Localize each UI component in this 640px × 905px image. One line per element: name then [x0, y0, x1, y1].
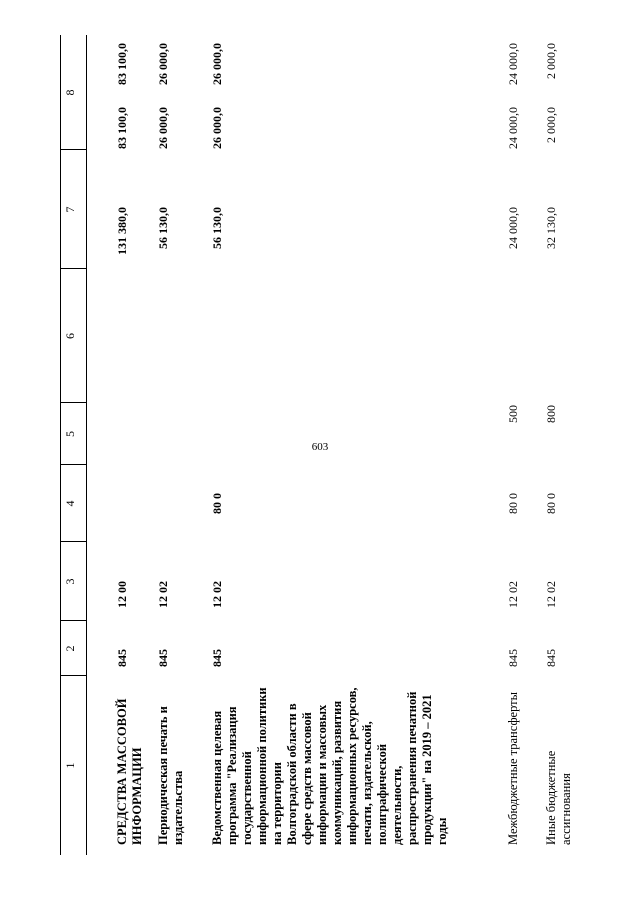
cell-col8: 26 000,0	[210, 43, 224, 85]
budget-table	[60, 35, 620, 855]
column-header: 8	[63, 89, 77, 96]
row-name: Межбюджетные трансферты	[506, 691, 520, 845]
cell-col6: 56 130,0	[210, 207, 224, 249]
cell-col2: 845	[115, 649, 129, 667]
cell-col8: 2 000,0	[544, 43, 558, 79]
cell-col2: 845	[156, 649, 170, 667]
cell-col8: 24 000,0	[506, 43, 520, 85]
cell-col6: 32 130,0	[544, 207, 558, 249]
cell-col8: 26 000,0	[156, 43, 170, 85]
column-header: 6	[63, 333, 77, 339]
header-bottom-border	[86, 35, 87, 855]
cell-col5: 500	[506, 405, 520, 423]
cell-col8: 83 100,0	[115, 43, 129, 85]
row-name: СРЕДСТВА МАССОВОЙ ИНФОРМАЦИИ	[115, 698, 144, 845]
cell-col4: 80 0	[210, 493, 224, 514]
cell-col4: 80 0	[544, 493, 558, 514]
cell-col3: 12 02	[544, 581, 558, 608]
cell-col7: 26 000,0	[210, 107, 224, 149]
row-name: Периодическая печать и издательства	[156, 706, 185, 845]
cell-col2: 845	[506, 649, 520, 667]
cell-col3: 12 02	[156, 581, 170, 608]
cell-col7: 83 100,0	[115, 107, 129, 149]
cell-col2: 845	[544, 649, 558, 667]
cell-col5: 800	[544, 405, 558, 423]
cell-col7: 24 000,0	[506, 107, 520, 149]
cell-col7: 2 000,0	[544, 107, 558, 143]
column-header: 5	[63, 431, 77, 437]
cell-col6: 131 380,0	[115, 207, 129, 255]
page-number: 603	[311, 441, 329, 453]
cell-col3: 12 02	[506, 581, 520, 608]
column-header: 4	[63, 500, 77, 507]
column-header: 1	[63, 762, 77, 769]
column-header: 7	[63, 206, 77, 213]
cell-col2: 845	[210, 649, 224, 667]
cell-col3: 12 02	[210, 581, 224, 608]
column-header: 3	[63, 578, 77, 585]
cell-col4: 80 0	[506, 493, 520, 514]
table-top-border	[60, 35, 61, 855]
cell-col3: 12 00	[115, 581, 129, 608]
cell-col7: 26 000,0	[156, 107, 170, 149]
cell-col6: 56 130,0	[156, 207, 170, 249]
row-name: Ведомственная целевая программа "Реализация государственной информационной политики на территории Волгоградской области в сфере средств массовой информации и массовых коммуникаций, развития информационных ресурсов, печати, издательской, полиграфической деятельности, распространения печатной продукции" на 2019 – 2021 годы	[210, 687, 449, 845]
column-header: 2	[63, 645, 77, 652]
row-name: Иные бюджетные ассигнования	[544, 750, 573, 845]
cell-col6: 24 000,0	[506, 207, 520, 249]
